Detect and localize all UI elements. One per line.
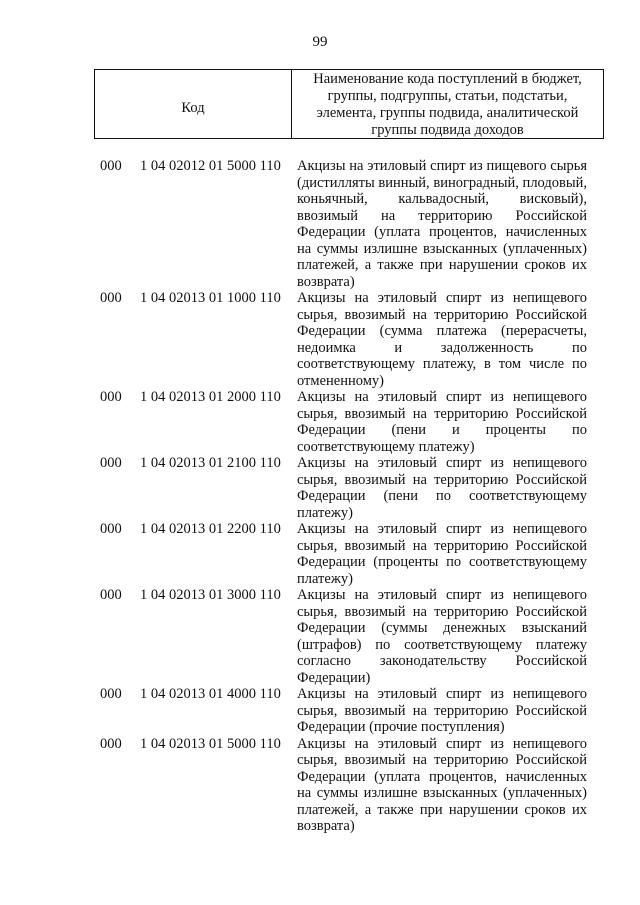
revenue-description <box>297 521 587 587</box>
description-line: на суммы излишне взысканных (уплаченных) <box>297 240 587 257</box>
revenue-description <box>297 290 587 389</box>
description-line: ввозимый на территорию Российской <box>297 207 587 224</box>
table-row <box>0 455 640 521</box>
table-row <box>0 587 640 686</box>
table-row <box>0 736 640 835</box>
description-line: Федерации) <box>297 669 371 686</box>
admin-code: 000 <box>100 587 122 603</box>
description-line: согласно законодательству Российской <box>297 653 587 669</box>
description-line: сырья, ввозимый на территорию Российской <box>297 537 587 554</box>
header-code-label: Код <box>95 70 292 138</box>
description-line: соответствующему платежу, в том числе по <box>297 356 587 372</box>
description-line: соответствующему платежу) <box>297 438 475 455</box>
header-name-line: элемента, группы подвида, аналитической <box>316 105 579 121</box>
revenue-code: 1 04 02013 01 1000 110 <box>140 290 281 306</box>
table-row <box>0 290 640 389</box>
description-line: Федерации (проценты по соответствующему <box>297 554 587 570</box>
description-line: отмененному) <box>297 372 384 389</box>
admin-code: 000 <box>100 455 122 471</box>
revenue-code: 1 04 02013 01 4000 110 <box>140 686 281 702</box>
description-line: Федерации (сумма платежа (перерасчеты, <box>297 323 587 339</box>
description-line: возврата) <box>297 818 355 834</box>
admin-code: 000 <box>100 521 122 537</box>
description-line: Акцизы на этиловый спирт из непищевого <box>297 521 587 537</box>
admin-code: 000 <box>100 686 122 702</box>
header-name-line: группы, подгруппы, статьи, подстатьи, <box>327 88 568 104</box>
description-line: сырья, ввозимый на территорию Российской <box>297 405 587 422</box>
revenue-code: 1 04 02013 01 2100 110 <box>140 455 281 471</box>
admin-code: 000 <box>100 735 122 752</box>
description-line: Акцизы на этиловый спирт из непищевого <box>297 290 587 306</box>
header-name-label <box>292 70 603 138</box>
description-line: на суммы излишне взысканных (уплаченных) <box>297 785 587 801</box>
revenue-code: 1 04 02013 01 2200 110 <box>140 521 281 537</box>
description-line: платежей, а также при нарушении сроков их <box>297 257 587 273</box>
description-line: сырья, ввозимый на территорию Российской <box>297 471 587 488</box>
revenue-description <box>297 455 587 521</box>
description-line: Федерации (суммы денежных взысканий <box>297 620 587 636</box>
description-line: Федерации (уплата процентов, начисленных <box>297 768 587 785</box>
revenue-code: 1 04 02013 01 3000 110 <box>140 587 281 603</box>
description-line: сырья, ввозимый на территорию Российской <box>297 752 587 768</box>
description-line: Акцизы на этиловый спирт из непищевого <box>297 389 587 405</box>
revenue-description <box>297 587 587 686</box>
table-row <box>0 686 640 736</box>
description-line: Акцизы на этиловый спирт из непищевого <box>297 587 587 603</box>
admin-code: 000 <box>100 290 122 306</box>
description-line: платежу) <box>297 570 353 587</box>
table-body <box>0 158 640 835</box>
description-line: недоимка и задолженность по <box>297 339 587 356</box>
description-line: Федерации (прочие поступления) <box>297 719 505 735</box>
revenue-code: 1 04 02013 01 5000 110 <box>140 735 281 752</box>
header-name-line: Наименование кода поступлений в бюджет, <box>313 71 582 87</box>
description-line: возврата) <box>297 273 355 290</box>
description-line: (штрафов) по соответствующему платежу <box>297 636 587 653</box>
revenue-description <box>297 389 587 455</box>
description-line: сырья, ввозимый на территорию Российской <box>297 702 587 719</box>
description-line: Федерации (пени по соответствующему <box>297 488 587 504</box>
description-line: сырья, ввозимый на территорию Российской <box>297 306 587 323</box>
table-row <box>0 521 640 587</box>
revenue-description <box>297 736 587 835</box>
admin-code: 000 <box>100 389 122 405</box>
description-line: Акцизы на этиловый спирт из непищевого <box>297 455 587 471</box>
page-number: 99 <box>312 34 328 50</box>
description-line: коньячный, кальвадосный, висковый), <box>297 191 587 207</box>
description-line: Акцизы на этиловый спирт из пищевого сырья <box>297 158 587 174</box>
admin-code: 000 <box>100 158 122 174</box>
description-line: Акцизы на этиловый спирт из непищевого <box>297 735 587 752</box>
description-line: платежу) <box>297 504 353 521</box>
revenue-description <box>297 158 587 290</box>
description-line: сырья, ввозимый на территорию Российской <box>297 603 587 620</box>
table-header <box>94 69 604 139</box>
header-name-line: группы подвида доходов <box>371 122 524 138</box>
description-line: платежей, а также при нарушении сроков их <box>297 801 587 818</box>
description-line: (дистилляты винный, виноградный, плодовый, <box>297 174 587 191</box>
description-line: Акцизы на этиловый спирт из непищевого <box>297 686 587 702</box>
description-line: Федерации (пени и проценты по <box>297 422 587 438</box>
table-row <box>0 389 640 455</box>
revenue-code: 1 04 02013 01 2000 110 <box>140 389 281 405</box>
table-row <box>0 158 640 290</box>
revenue-code: 1 04 02012 01 5000 110 <box>140 158 281 174</box>
revenue-description <box>297 686 587 736</box>
description-line: Федерации (уплата процентов, начисленных <box>297 224 587 240</box>
